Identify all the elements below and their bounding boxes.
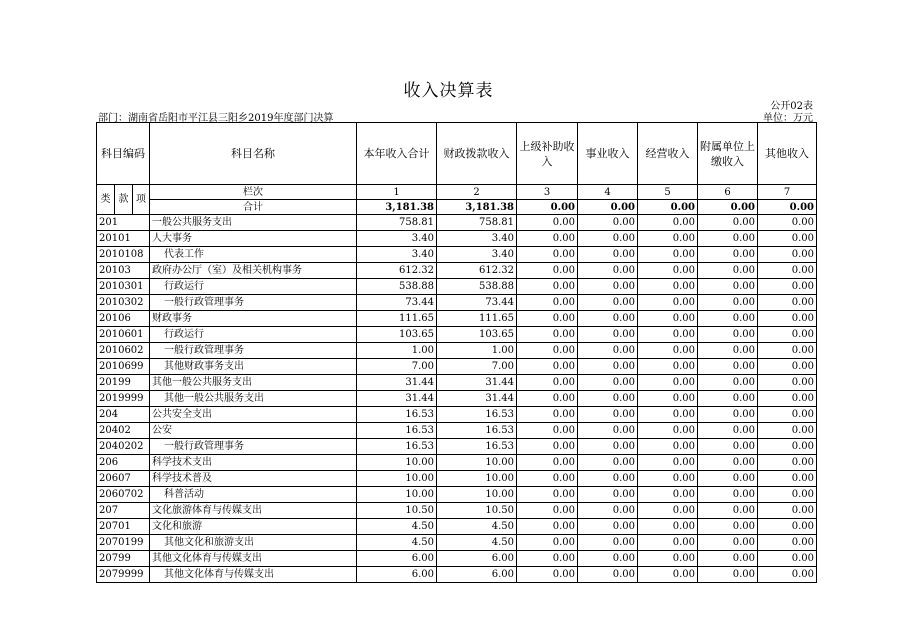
row-v7: 0.00 <box>758 551 817 567</box>
row-v5: 0.00 <box>638 487 698 503</box>
row-v5: 0.00 <box>638 295 698 311</box>
row-v7: 0.00 <box>758 343 817 359</box>
header-affiliate-income: 附属单位上缴收入 <box>698 123 758 185</box>
row-code: 2010301 <box>97 279 150 295</box>
row-v5: 0.00 <box>638 407 698 423</box>
table-row <box>97 551 817 567</box>
header-other-income: 其他收入 <box>758 123 817 185</box>
row-v5: 0.00 <box>638 327 698 343</box>
row-v6: 0.00 <box>698 295 758 311</box>
row-v4: 0.00 <box>578 327 638 343</box>
col-num-3: 3 <box>517 185 578 200</box>
row-v6: 0.00 <box>698 215 758 231</box>
row-v1: 31.44 <box>357 391 437 407</box>
total-row <box>97 200 817 215</box>
row-v1: 31.44 <box>357 375 437 391</box>
row-name: 其他文化和旅游支出 <box>150 535 357 551</box>
table-row <box>97 423 817 439</box>
lanci-label: 栏次 <box>150 185 357 200</box>
col-num-7: 7 <box>758 185 817 200</box>
row-v3: 0.00 <box>517 343 578 359</box>
row-v4: 0.00 <box>578 487 638 503</box>
row-v2: 16.53 <box>437 423 517 439</box>
row-name: 其他财政事务支出 <box>150 359 357 375</box>
row-v6: 0.00 <box>698 327 758 343</box>
row-v4: 0.00 <box>578 455 638 471</box>
row-v4: 0.00 <box>578 215 638 231</box>
row-v5: 0.00 <box>638 215 698 231</box>
row-name: 人大事务 <box>150 231 357 247</box>
row-v5: 0.00 <box>638 439 698 455</box>
row-name: 文化旅游体育与传媒支出 <box>150 503 357 519</box>
table-row <box>97 567 817 583</box>
row-v6: 0.00 <box>698 279 758 295</box>
row-v7: 0.00 <box>758 327 817 343</box>
table-row <box>97 295 817 311</box>
row-v6: 0.00 <box>698 471 758 487</box>
table-row <box>97 519 817 535</box>
header-operating-income: 经营收入 <box>638 123 698 185</box>
row-v7: 0.00 <box>758 359 817 375</box>
table-row <box>97 327 817 343</box>
row-v2: 612.32 <box>437 263 517 279</box>
row-v2: 4.50 <box>437 535 517 551</box>
row-name: 科学技术支出 <box>150 455 357 471</box>
row-v6: 0.00 <box>698 231 758 247</box>
row-name: 一般行政管理事务 <box>150 439 357 455</box>
row-v3: 0.00 <box>517 487 578 503</box>
col-num-5: 5 <box>638 185 698 200</box>
row-v4: 0.00 <box>578 567 638 583</box>
row-v1: 6.00 <box>357 567 437 583</box>
row-v6: 0.00 <box>698 551 758 567</box>
row-v3: 0.00 <box>517 503 578 519</box>
row-v6: 0.00 <box>698 407 758 423</box>
row-v6: 0.00 <box>698 343 758 359</box>
row-v6: 0.00 <box>698 263 758 279</box>
header-superior-subsidy: 上级补助收入 <box>517 123 578 185</box>
row-v1: 16.53 <box>357 439 437 455</box>
row-v7: 0.00 <box>758 455 817 471</box>
total-v3: 0.00 <box>517 200 578 215</box>
row-name: 科普活动 <box>150 487 357 503</box>
row-name: 其他文化体育与传媒支出 <box>150 567 357 583</box>
row-v6: 0.00 <box>698 423 758 439</box>
row-v7: 0.00 <box>758 375 817 391</box>
row-v6: 0.00 <box>698 503 758 519</box>
row-v7: 0.00 <box>758 263 817 279</box>
row-v6: 0.00 <box>698 455 758 471</box>
total-label: 合计 <box>150 200 357 215</box>
row-code: 2010602 <box>97 343 150 359</box>
row-name: 代表工作 <box>150 247 357 263</box>
row-code: 20101 <box>97 231 150 247</box>
col-num-4: 4 <box>578 185 638 200</box>
row-v4: 0.00 <box>578 519 638 535</box>
row-v7: 0.00 <box>758 295 817 311</box>
table-row <box>97 247 817 263</box>
row-v5: 0.00 <box>638 551 698 567</box>
row-v1: 6.00 <box>357 551 437 567</box>
col-num-2: 2 <box>437 185 517 200</box>
row-code: 20607 <box>97 471 150 487</box>
row-name: 公安 <box>150 423 357 439</box>
form-number: 公开02表 <box>770 101 813 112</box>
row-code: 207 <box>97 503 150 519</box>
row-name: 一般行政管理事务 <box>150 343 357 359</box>
row-v7: 0.00 <box>758 439 817 455</box>
row-code: 2010302 <box>97 295 150 311</box>
row-v5: 0.00 <box>638 247 698 263</box>
row-v3: 0.00 <box>517 455 578 471</box>
row-v1: 103.65 <box>357 327 437 343</box>
row-code: 20402 <box>97 423 150 439</box>
row-v7: 0.00 <box>758 407 817 423</box>
row-name: 财政事务 <box>150 311 357 327</box>
row-v2: 10.50 <box>437 503 517 519</box>
row-v2: 111.65 <box>437 311 517 327</box>
header-row <box>97 123 817 185</box>
row-code: 20199 <box>97 375 150 391</box>
row-v7: 0.00 <box>758 535 817 551</box>
total-v4: 0.00 <box>578 200 638 215</box>
total-v7: 0.00 <box>758 200 817 215</box>
row-v6: 0.00 <box>698 535 758 551</box>
row-v3: 0.00 <box>517 567 578 583</box>
row-v6: 0.00 <box>698 359 758 375</box>
header-kuan: 款 <box>115 185 133 215</box>
row-v2: 3.40 <box>437 247 517 263</box>
row-v1: 16.53 <box>357 407 437 423</box>
table-row <box>97 359 817 375</box>
row-code: 20799 <box>97 551 150 567</box>
unit-label: 单位：万元 <box>763 113 813 124</box>
row-v5: 0.00 <box>638 343 698 359</box>
row-v4: 0.00 <box>578 391 638 407</box>
row-name: 行政运行 <box>150 327 357 343</box>
row-v6: 0.00 <box>698 391 758 407</box>
column-number-row <box>97 185 817 200</box>
row-v7: 0.00 <box>758 423 817 439</box>
row-v4: 0.00 <box>578 295 638 311</box>
total-v5: 0.00 <box>638 200 698 215</box>
row-v2: 16.53 <box>437 407 517 423</box>
row-v1: 538.88 <box>357 279 437 295</box>
row-v1: 10.00 <box>357 455 437 471</box>
table-row <box>97 375 817 391</box>
row-v4: 0.00 <box>578 551 638 567</box>
row-v3: 0.00 <box>517 327 578 343</box>
row-code: 2070199 <box>97 535 150 551</box>
row-name: 其他一般公共服务支出 <box>150 375 357 391</box>
row-v5: 0.00 <box>638 455 698 471</box>
table-row <box>97 279 817 295</box>
row-v7: 0.00 <box>758 247 817 263</box>
row-v3: 0.00 <box>517 295 578 311</box>
row-name: 其他一般公共服务支出 <box>150 391 357 407</box>
header-total-income: 本年收入合计 <box>357 123 437 185</box>
row-v6: 0.00 <box>698 439 758 455</box>
row-name: 政府办公厅（室）及相关机构事务 <box>150 263 357 279</box>
row-v2: 6.00 <box>437 567 517 583</box>
table-row <box>97 343 817 359</box>
table-row <box>97 535 817 551</box>
row-v7: 0.00 <box>758 471 817 487</box>
row-v2: 7.00 <box>437 359 517 375</box>
row-v3: 0.00 <box>517 279 578 295</box>
row-v5: 0.00 <box>638 311 698 327</box>
row-v3: 0.00 <box>517 535 578 551</box>
row-v6: 0.00 <box>698 567 758 583</box>
header-business-income: 事业收入 <box>578 123 638 185</box>
row-code: 2010699 <box>97 359 150 375</box>
row-v4: 0.00 <box>578 279 638 295</box>
row-v5: 0.00 <box>638 471 698 487</box>
header-lei: 类 <box>97 185 115 215</box>
row-v1: 10.00 <box>357 471 437 487</box>
total-v6: 0.00 <box>698 200 758 215</box>
row-v1: 1.00 <box>357 343 437 359</box>
row-v7: 0.00 <box>758 503 817 519</box>
row-v2: 16.53 <box>437 439 517 455</box>
row-v2: 103.65 <box>437 327 517 343</box>
row-v2: 73.44 <box>437 295 517 311</box>
row-v7: 0.00 <box>758 391 817 407</box>
row-name: 一般行政管理事务 <box>150 295 357 311</box>
row-v3: 0.00 <box>517 215 578 231</box>
row-name: 科学技术普及 <box>150 471 357 487</box>
table-row <box>97 407 817 423</box>
header-code: 科目编码 <box>97 123 150 185</box>
row-v1: 612.32 <box>357 263 437 279</box>
row-v1: 3.40 <box>357 247 437 263</box>
row-v3: 0.00 <box>517 407 578 423</box>
row-v5: 0.00 <box>638 519 698 535</box>
total-v2: 3,181.38 <box>437 200 517 215</box>
row-v2: 31.44 <box>437 391 517 407</box>
row-v2: 10.00 <box>437 487 517 503</box>
row-v2: 758.81 <box>437 215 517 231</box>
row-name: 其他文化体育与传媒支出 <box>150 551 357 567</box>
row-name: 行政运行 <box>150 279 357 295</box>
row-v5: 0.00 <box>638 375 698 391</box>
row-v3: 0.00 <box>517 439 578 455</box>
row-code: 206 <box>97 455 150 471</box>
row-v6: 0.00 <box>698 519 758 535</box>
row-v5: 0.00 <box>638 567 698 583</box>
row-code: 201 <box>97 215 150 231</box>
header-xiang: 项 <box>133 185 150 215</box>
row-v5: 0.00 <box>638 391 698 407</box>
col-num-6: 6 <box>698 185 758 200</box>
row-v5: 0.00 <box>638 359 698 375</box>
row-v2: 10.00 <box>437 455 517 471</box>
row-code: 2040202 <box>97 439 150 455</box>
row-v4: 0.00 <box>578 535 638 551</box>
row-v3: 0.00 <box>517 247 578 263</box>
row-v5: 0.00 <box>638 503 698 519</box>
table-row <box>97 503 817 519</box>
row-v1: 73.44 <box>357 295 437 311</box>
row-v3: 0.00 <box>517 519 578 535</box>
table-row <box>97 215 817 231</box>
row-code: 2010108 <box>97 247 150 263</box>
row-v3: 0.00 <box>517 391 578 407</box>
row-v1: 10.50 <box>357 503 437 519</box>
row-v7: 0.00 <box>758 567 817 583</box>
row-v4: 0.00 <box>578 503 638 519</box>
table-row <box>97 263 817 279</box>
row-v4: 0.00 <box>578 359 638 375</box>
row-v5: 0.00 <box>638 279 698 295</box>
row-v7: 0.00 <box>758 215 817 231</box>
header-fiscal-income: 财政拨款收入 <box>437 123 517 185</box>
row-v1: 16.53 <box>357 423 437 439</box>
row-v4: 0.00 <box>578 231 638 247</box>
row-v4: 0.00 <box>578 375 638 391</box>
row-name: 一般公共服务支出 <box>150 215 357 231</box>
table-row <box>97 311 817 327</box>
row-v7: 0.00 <box>758 279 817 295</box>
income-table <box>96 122 817 583</box>
row-code: 2060702 <box>97 487 150 503</box>
row-v4: 0.00 <box>578 439 638 455</box>
row-v3: 0.00 <box>517 375 578 391</box>
row-code: 2079999 <box>97 567 150 583</box>
row-v6: 0.00 <box>698 247 758 263</box>
row-code: 204 <box>97 407 150 423</box>
row-v1: 10.00 <box>357 487 437 503</box>
row-v1: 4.50 <box>357 519 437 535</box>
row-v4: 0.00 <box>578 343 638 359</box>
row-v5: 0.00 <box>638 535 698 551</box>
row-v3: 0.00 <box>517 263 578 279</box>
row-v5: 0.00 <box>638 423 698 439</box>
row-code: 2010601 <box>97 327 150 343</box>
header-name: 科目名称 <box>150 123 357 185</box>
table-row <box>97 391 817 407</box>
col-num-1: 1 <box>357 185 437 200</box>
row-v1: 111.65 <box>357 311 437 327</box>
table-row <box>97 439 817 455</box>
row-v2: 6.00 <box>437 551 517 567</box>
row-v4: 0.00 <box>578 311 638 327</box>
row-code: 20106 <box>97 311 150 327</box>
row-v3: 0.00 <box>517 423 578 439</box>
row-v7: 0.00 <box>758 311 817 327</box>
table-row <box>97 487 817 503</box>
row-v4: 0.00 <box>578 407 638 423</box>
table-row <box>97 471 817 487</box>
row-v3: 0.00 <box>517 231 578 247</box>
row-code: 20103 <box>97 263 150 279</box>
row-v1: 758.81 <box>357 215 437 231</box>
total-v1: 3,181.38 <box>357 200 437 215</box>
row-v2: 10.00 <box>437 471 517 487</box>
row-v4: 0.00 <box>578 471 638 487</box>
row-v2: 1.00 <box>437 343 517 359</box>
row-v2: 31.44 <box>437 375 517 391</box>
row-v5: 0.00 <box>638 231 698 247</box>
row-v4: 0.00 <box>578 247 638 263</box>
department-label: 部门：湖南省岳阳市平江县三阳乡2019年度部门决算 <box>98 113 334 124</box>
row-v2: 4.50 <box>437 519 517 535</box>
table-row <box>97 231 817 247</box>
row-v7: 0.00 <box>758 487 817 503</box>
row-v3: 0.00 <box>517 551 578 567</box>
page-title: 收入决算表 <box>403 81 494 101</box>
row-code: 20701 <box>97 519 150 535</box>
row-v2: 3.40 <box>437 231 517 247</box>
row-code: 2019999 <box>97 391 150 407</box>
row-v6: 0.00 <box>698 375 758 391</box>
row-v3: 0.00 <box>517 471 578 487</box>
row-v6: 0.00 <box>698 311 758 327</box>
row-v1: 3.40 <box>357 231 437 247</box>
row-v2: 538.88 <box>437 279 517 295</box>
row-v5: 0.00 <box>638 263 698 279</box>
row-v4: 0.00 <box>578 423 638 439</box>
row-v1: 7.00 <box>357 359 437 375</box>
row-v1: 4.50 <box>357 535 437 551</box>
row-v7: 0.00 <box>758 519 817 535</box>
row-v6: 0.00 <box>698 487 758 503</box>
row-name: 公共安全支出 <box>150 407 357 423</box>
table-row <box>97 455 817 471</box>
row-v7: 0.00 <box>758 231 817 247</box>
row-v3: 0.00 <box>517 359 578 375</box>
row-v4: 0.00 <box>578 263 638 279</box>
row-v3: 0.00 <box>517 311 578 327</box>
row-name: 文化和旅游 <box>150 519 357 535</box>
